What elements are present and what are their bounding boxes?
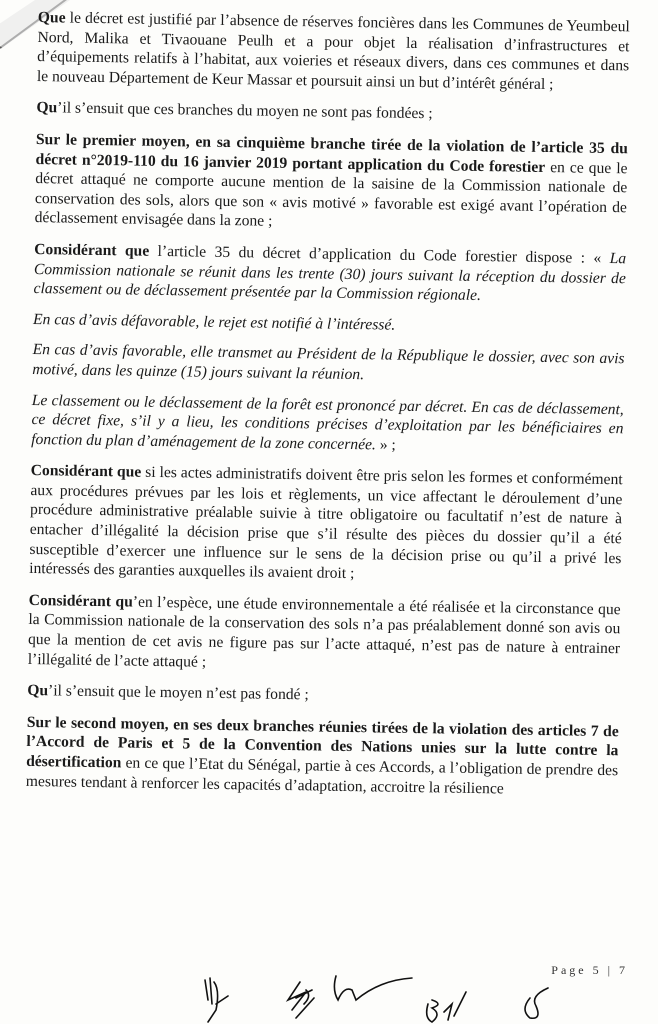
initials-4 [427, 992, 466, 1022]
paragraph-lead: Qu [27, 682, 49, 700]
paragraph-lead: Sur le premier moyen, en sa cinquième branche tirée de la violation de l’article 35 du décret n°2019-110 du 16 janvier 2019 portant application du Code forestier [35, 130, 628, 176]
quoted-text: Le classement ou le déclassement de la forêt est prononcé par décret. En cas de déclassement, ce décret fixe, s’il y a lieu, les conditions précises d’exploitation par les bénéficiaires en fonction du plan d’aménagement de la zone concernée. [31, 391, 624, 454]
paragraph-lead: Que [37, 8, 66, 27]
paragraph-lead: Considérant que [34, 240, 150, 260]
paragraph-text: » ; [375, 436, 396, 454]
quoted-text: La Commission nationale se réunit dans les trente (30) jours suivant la réception du dossier de classement ou de déclassement présentée par la Commission régionale. [33, 249, 627, 305]
paragraph-considerant-3 [28, 591, 621, 679]
paragraph-considerant-1 [33, 240, 626, 308]
initials-1 [205, 978, 228, 1022]
initials-3 [334, 976, 412, 1000]
page-number: Page 5 | 7 [551, 963, 628, 977]
paragraph-1 [37, 8, 630, 96]
paragraph-text: en ce que le décret attaqué ne comporte aucune mention de la saisine de la Commission nationale de conservation des sols, alors que son « avis motivé » favorable est exigé avant l’opération de déclassement envisagée dans la zone ; [34, 158, 628, 231]
paragraph-lead: Considérant que [30, 462, 142, 481]
paragraph-text: ’il s’ensuit que le moyen n’est pas fondé ; [47, 682, 309, 704]
initials-5 [525, 988, 548, 1018]
paragraph-text: l’article 35 du décret d’application du Code forestier dispose : « [149, 242, 610, 267]
paragraph-text: si les actes administratifs doivent être pris selon les formes et conformément aux procédures prévues par les lois et règlements, un vice affectant le déroulement d’une procédure administrative préalable suivie à titre obligatoire ou facultatif n’est de nature à entacher d’illégalité la décision prise que s’il résulte des pièces du dossier qu’il a été susceptible d’exercer une influence sur le sens de la décision prise ou qu’il a privé les intéressés des garanties auxquelles ils avaient droit ; [29, 463, 623, 583]
initials-2 [288, 982, 314, 1018]
paragraph-2 [36, 98, 628, 127]
quote-paragraph-1: En cas d’avis défavorable, le rejet est notifié à l’intéressé. [32, 310, 396, 334]
paragraph-considerant-2 [29, 461, 623, 588]
signature-initials [0, 960, 658, 1024]
paragraph-text: le décret est justifié par l’absence de réserves foncières dans les Communes de Yeumbeul Nord, Malika et Tivaouane Peulh et a pour objet la réalisation d’infrastructures et d’équipements relatifs à l’habitat, aux voieries et réseaux divers, dans ces communes et dans le nouveau Département de Keur Massar et poursuit ainsi un but d’intérêt général ; [36, 9, 630, 93]
heading-second-moyen [26, 713, 619, 801]
paragraph-lead: Sur le second moyen, en ses deux branches réunies tirées de la violation des articles 7 de l’Accord de Paris et 5 de la Convention des Nations unies sur la lutte contre la désertification [26, 713, 619, 772]
quote-paragraph-3 [31, 390, 624, 458]
document-page [26, 8, 630, 812]
paragraph-lead: Qu [36, 99, 58, 117]
paragraph-conclusion [27, 681, 619, 710]
paragraph-lead: Considérant qu [28, 591, 133, 611]
quote-paragraph-2: En cas d’avis favorable, elle transmet au Président de la République le dossier, avec son avis motivé, dans les quinze (15) jours suivant la réunion. [32, 341, 625, 384]
paragraph-text: ’il s’ensuit que ces branches du moyen ne sont pas fondées ; [57, 99, 433, 123]
paragraph-text: ’en l’espèce, une étude environnementale a été réalisée et la circonstance que la Commission nationale de la conservation des sols n’a pas préalablement donné son avis ou que la mention de cet avis ne figure pas sur l’acte attaqué, n’est pas de nature à entrainer l’illégalité de l’acte attaqué ; [27, 593, 621, 671]
heading-premier-moyen [35, 130, 628, 237]
paragraph-text: en ce que l’Etat du Sénégal, partie à ces Accords, a l’obligation de prendre des mesures tendant à renforcer les capacités d’adaptation, accroitre la résilience [25, 754, 619, 798]
